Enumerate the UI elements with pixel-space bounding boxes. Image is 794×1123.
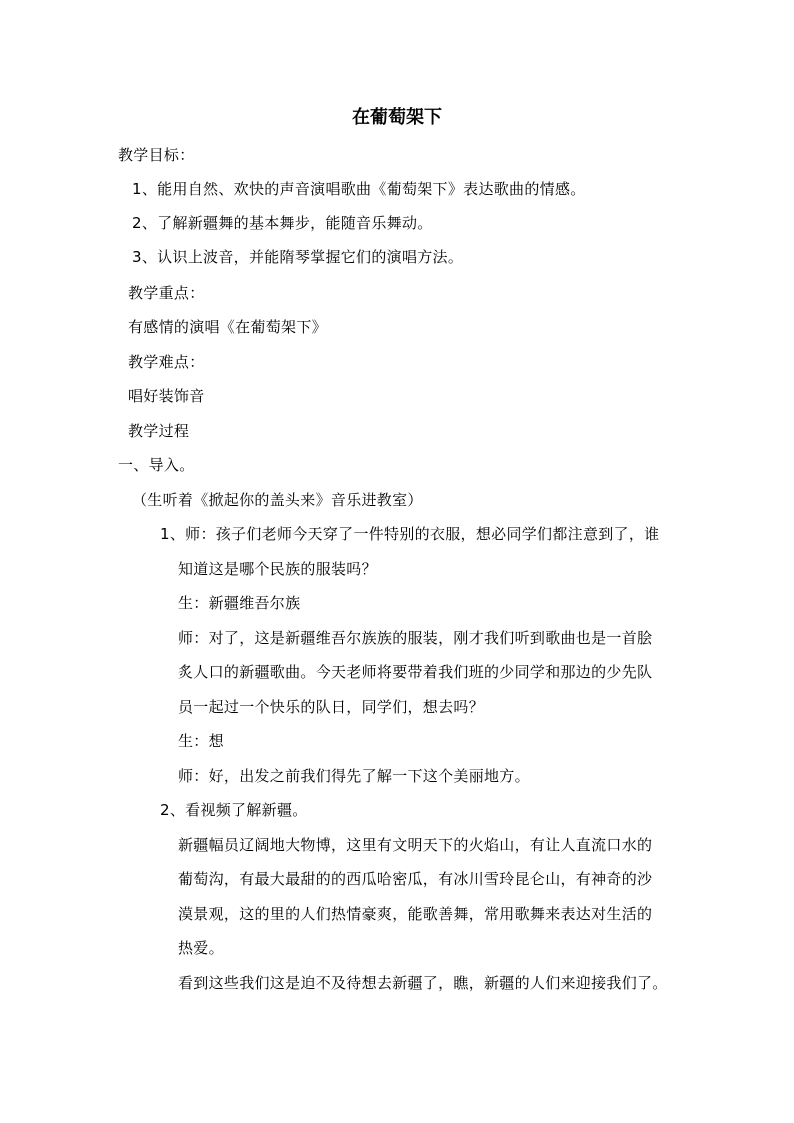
dialogue-teacher-3: 师：好，出发之前我们得先了解一下这个美丽地方。 [178, 767, 530, 785]
difficulty-text: 唱好装饰音 [128, 387, 205, 405]
paragraph-xinjiang-2: 葡萄沟，有最大最甜的的西瓜哈密瓜，有冰川雪玲昆仑山，有神奇的沙 [178, 870, 653, 888]
paragraph-xinjiang-3: 漠景观，这的里的人们热情豪爽，能歌善舞，常用歌舞来表达对生活的 [178, 905, 653, 923]
dialogue-student-2: 生：想 [178, 732, 224, 750]
dialogue-teacher-2-cont-2: 员一起过一个快乐的队日，同学们，想去吗？ [178, 698, 485, 716]
goal-item-3: 3、认识上波音，并能隋琴掌握它们的演唱方法。 [132, 248, 464, 266]
dialogue-teacher-2: 师：对了，这是新疆维吾尔族族的服装，刚才我们听到歌曲也是一首脍 [178, 629, 653, 647]
key-point-text: 有感情的演唱《在葡萄架下》 [128, 318, 327, 336]
page-title: 在葡萄架下 [352, 107, 442, 128]
section-heading-process: 教学过程 [128, 422, 190, 440]
paragraph-xinjiang-1: 新疆幅员辽阔地大物博，这里有文明天下的火焰山，有让人直流口水的 [178, 836, 653, 854]
dialogue-teacher-1: 1、师：孩子们老师今天穿了一件特别的衣服，想必同学们都注意到了，谁 [160, 525, 660, 543]
process-step-intro: 一、导入。 [118, 456, 195, 474]
dialogue-student-1: 生：新疆维吾尔族 [178, 594, 301, 612]
paragraph-xinjiang-4: 热爱。 [178, 939, 224, 957]
dialogue-teacher-1-cont: 知道这是哪个民族的服装吗？ [178, 560, 377, 578]
dialogue-teacher-2-cont-1: 炙人口的新疆歌曲。今天老师将要带着我们班的少同学和那边的少先队 [178, 663, 653, 681]
section-heading-goals: 教学目标： [118, 146, 195, 164]
step-2-heading: 2、看视频了解新疆。 [160, 801, 308, 819]
intro-note: （生听着《掀起你的盖头来》音乐进教室） [132, 491, 423, 509]
paragraph-closing: 看到这些我们这是迫不及待想去新疆了，瞧，新疆的人们来迎接我们了。 [178, 974, 668, 992]
goal-item-2: 2、了解新疆舞的基本舞步，能随音乐舞动。 [132, 214, 433, 232]
goal-item-1: 1、能用自然、欢快的声音演唱歌曲《葡萄架下》表达歌曲的情感。 [132, 180, 586, 198]
section-heading-difficulties: 教学难点： [128, 353, 205, 371]
section-heading-key-points: 教学重点： [128, 284, 205, 302]
